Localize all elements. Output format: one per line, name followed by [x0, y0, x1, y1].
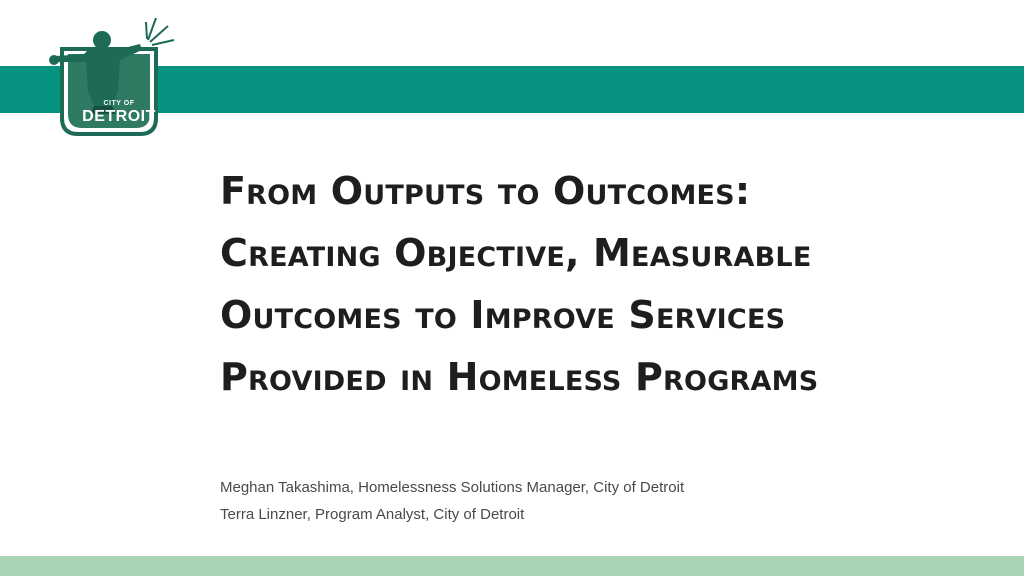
presenter-list	[220, 478, 980, 532]
slide-title	[220, 160, 1000, 408]
title-line: From Outputs to Outcomes:	[220, 169, 751, 213]
city-of-detroit-logo	[44, 14, 194, 140]
presenter-line: Meghan Takashima, Homelessness Solutions Manager, City of Detroit	[220, 479, 685, 496]
title-line: Creating Objective, Measurable	[220, 231, 812, 275]
presenter-line: Terra Linzner, Program Analyst, City of Detroit	[220, 506, 525, 523]
logo-text-detroit: DETROIT	[82, 108, 156, 125]
footer-accent-band	[0, 556, 1024, 576]
title-line: Outcomes to Improve Services	[220, 293, 786, 337]
logo-text-city-of: CITY OF	[103, 100, 135, 107]
title-line: Provided in Homeless Programs	[220, 355, 819, 399]
